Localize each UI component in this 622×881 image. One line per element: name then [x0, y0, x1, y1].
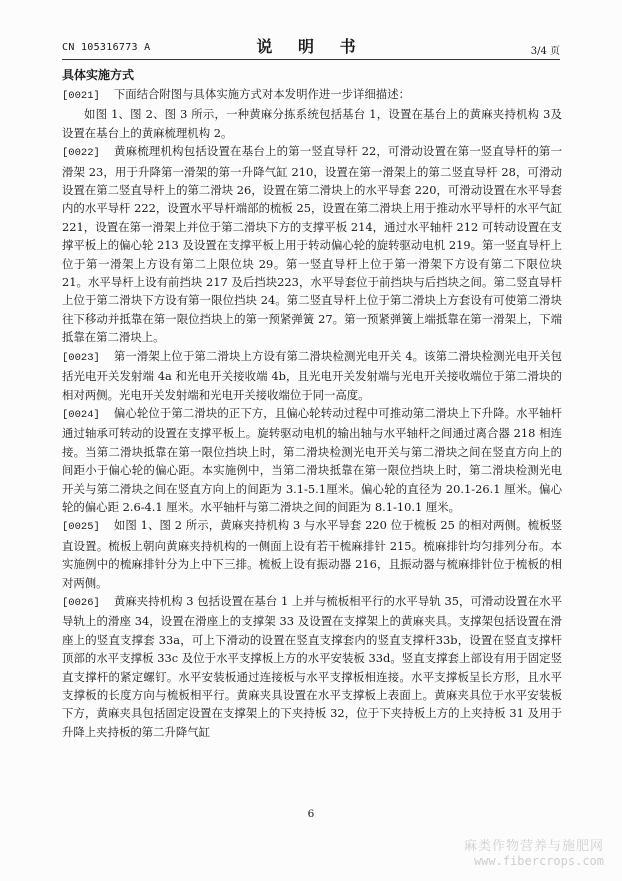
paragraph-text: 如图 1、图 2 所示，黄麻夹持机构 3 与水平导套 220 位于梳板 25 的相对两侧。梳板竖直设置。梳板上朝向黄麻夹持机构的一侧面上设有若干梳麻排针 215。梳麻排针均匀排列分布。本实施例中的梳麻排针分为上中下三排。梳板上设有振动器 216，且振动器与梳麻排针位于梳板的相对两侧。: [62, 518, 562, 590]
paragraph-text: 黄麻夹持机构 3 包括设置在基台 1 上并与梳板相平行的水平导轨 35，可滑动设置在水平导轨上的滑座 34，设置在滑座上的支撑架 33 及设置在支撑架上的黄麻夹具。支撑架包括设置在滑座上的竖直支撑套 33a，可上下滑动的设置在竖直支撑套内的竖直支撑杆33b，设置在竖直支撑杆顶部的水平支撑板 33c 及位于水平支撑板上方的水平安装板 33d。竖直支撑套上部设有用于固定竖直支撑杆的紧定螺钉。水平安装板通过连接板与水平支撑板相连接。水平支撑板呈长方形，且水平支撑板的长度方向与梳板相平行。黄麻夹具设置在水平支撑板上表面上。黄麻夹具位于水平安装板下方，黄麻夹具包括固定设置在支撑架上的下夹持板 32，位于下夹持板上方的上夹持板 31 及用于升降上夹持板的第二升降气缸: [62, 593, 562, 739]
paragraph-0021: [62, 85, 562, 105]
paragraph-0021-cont: [62, 105, 562, 142]
paragraph-0024: [62, 404, 562, 516]
section-title: 具体实施方式: [62, 68, 135, 82]
paragraph-text: 黄麻梳理机构包括设置在基台上的第一竖直导杆 22，可滑动设置在第一竖直导杆的第一滑架 23，用于升降第一滑架的第一升降气缸 210，设置在第一滑架上的第二竖直导杆 28，可滑动设置在第二竖直导杆上的第二滑块 26，设置在第二滑块上的水平导套 220，可滑动设置在水平导套内的水平导杆 222，设置水平导杆端部的梳板 25，设置在第二滑块上用于推动水平导杆的水平气缸 221，设置在第一滑架上并位于第二滑块下方的支撑平板 214，通过水平轴杆 212 可转动设置在支撑平板上的偏心轮 213 及设置在支撑平板上用于转动偏心轮的旋转驱动电机 219。第一竖直导杆上位于第一滑架上方设有第二上限位块 29。第一竖直导杆上位于第一滑架下方设有第二下限位块 21。水平导杆上设有前挡块 217 及后挡块223，水平导套位于前挡块与后挡块之间。第二竖直导杆上位于第二滑块下方设有第一限位挡块 24。第二竖直导杆上位于第二滑块上方套设有可使第二滑块往下移动并抵靠在第一限位挡块上的第一预紧弹簧 27。第一预紧弹簧上端抵靠在第一滑架上，下端抵靠在第二滑块上。: [62, 144, 562, 345]
paragraph-text: 偏心轮位于第二滑块的正下方，且偏心轮转动过程中可推动第二滑块上下升降。水平轴杆通过轴承可转动的设置在支撑平板上。旋转驱动电机的输出轴与水平轴杆之间通过离合器 218 相连接。当第二滑块抵靠在第一限位挡块上时，第二滑块检测光电开关与第二滑块之间在竖直方向上的间距小于偏心轮的偏心距。本实施例中，当第二滑块抵靠在第一限位挡块上时，第二滑块检测光电开关与第二滑块之间在竖直方向上的间距为 3.1-5.1厘米。偏心轮的直径为 20.1-26.1 厘米。偏心轮的偏心距 2.6-4.1 厘米。水平轴杆与第二滑块之间的间距为 8.1-10.1 厘米。: [62, 405, 562, 514]
watermark: [464, 839, 604, 869]
page-indicator: 3/4 页: [530, 46, 560, 57]
paragraph-number: [0022]: [62, 147, 100, 160]
paragraph-text: 如图 1、图 2、图 3 所示，一种黄麻分拣系统包括基台 1，设置在基台上的黄麻夹持机构 3及设置在基台上的黄麻梳理机构 2。: [62, 107, 562, 140]
watermark-url: www.fibercrops.com: [473, 854, 604, 868]
paragraph-0023: [62, 347, 562, 404]
paragraph-text: 第一滑架上位于第二滑块上方设有第二滑块检测光电开关 4。该第二滑块检测光电开关包括光电开关发射端 4a 和光电开关接收端 4b，且光电开关发射端与光电开关接收端位于第二滑块的相对两侧。光电开关发射端和光电开关接收端位于同一高度。: [62, 348, 562, 402]
document-title: 说 明 书: [256, 37, 366, 56]
paragraph-number: [0021]: [62, 90, 100, 102]
paragraph-0025: [62, 516, 562, 592]
paragraph-number: [0023]: [62, 351, 100, 364]
watermark-site-name: 麻类作物营养与施肥网: [463, 839, 604, 854]
paragraph-number: [0025]: [62, 521, 100, 534]
paragraph-text: 下面结合附图与具体实施方式对本发明作进一步详细描述：: [113, 87, 410, 101]
document-body: [62, 66, 562, 741]
page-header: [62, 34, 560, 58]
paragraph-number: [0024]: [62, 408, 100, 421]
header-divider: [62, 59, 560, 60]
patent-number: CN 105316773 A: [62, 42, 151, 53]
paragraph-0022: [62, 142, 562, 346]
paragraph-0026: [62, 592, 562, 741]
page-number: 6: [307, 808, 315, 820]
paragraph-number: [0026]: [62, 596, 100, 609]
